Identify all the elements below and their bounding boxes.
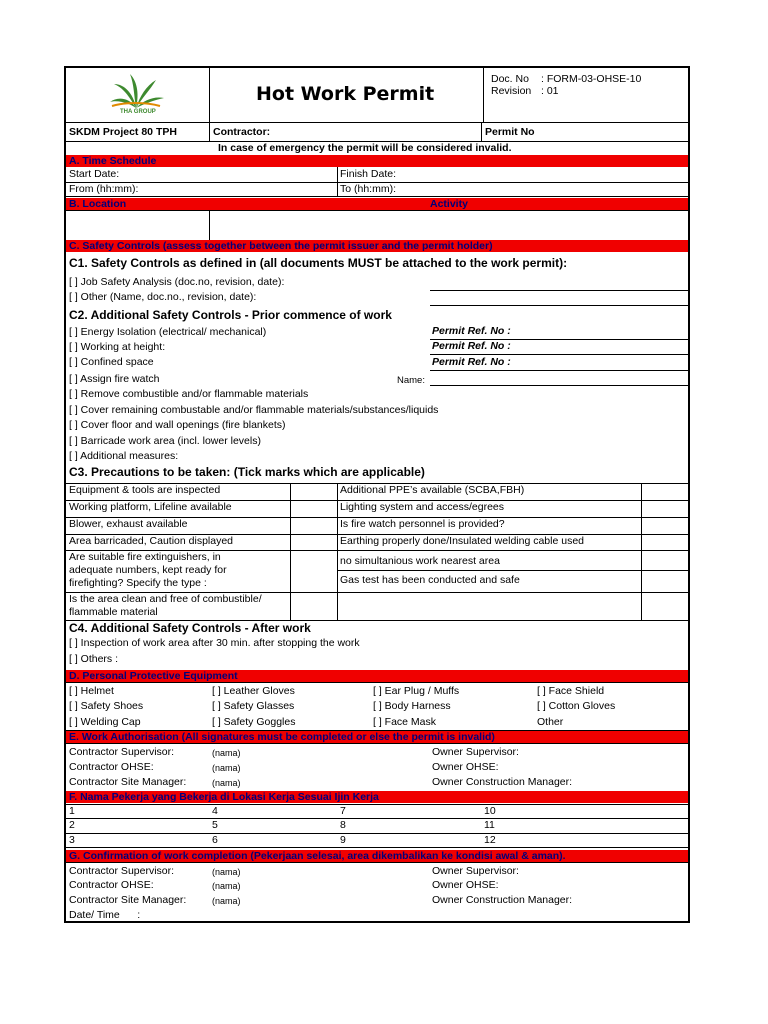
c4-title: C4. Additional Safety Controls - After work (69, 621, 311, 635)
contractor-label: Contractor: (213, 126, 271, 138)
c1-item-jsa: [ ] Job Safety Analysis (doc.no, revision, date): (69, 276, 285, 288)
e-nama-3: (nama) (212, 778, 241, 788)
c2-title: C2. Additional Safety Controls - Prior commence of work (69, 308, 392, 322)
c3-right-ppe: Additional PPE’s available (SCBA,FBH) (340, 484, 525, 496)
c3-right-earthing: Earthing properly done/Insulated welding cable used (340, 535, 584, 547)
section-f-bar (66, 791, 688, 803)
ppe-other: Other (537, 716, 564, 728)
doc-no-value: : FORM-03-OHSE-10 (541, 73, 642, 85)
e-owner-supervisor: Owner Supervisor: (432, 746, 519, 758)
worker-11: 11 (484, 819, 495, 831)
g-owner-supervisor: Owner Supervisor: (432, 865, 519, 877)
c3-left-tools: Equipment & tools are inspected (69, 484, 221, 496)
c3-left-extinguisher-1: Are suitable fire extinguishers, in (69, 551, 221, 563)
c2-item-remove: [ ] Remove combustible and/or flammable materials (69, 388, 309, 400)
c3-right-firewatch: Is fire watch personnel is provided? (340, 518, 505, 530)
g-date-time: Date/ Time : (69, 909, 141, 921)
start-date-label: Start Date: (69, 168, 120, 180)
c2-item-additional: [ ] Additional measures: (69, 450, 179, 462)
section-e-bar (66, 731, 688, 743)
worker-3: 3 (69, 834, 75, 846)
ppe-face-shield: [ ] Face Shield (537, 685, 605, 697)
ppe-welding-cap: [ ] Welding Cap (69, 716, 141, 728)
worker-2: 2 (69, 819, 75, 831)
revision-label: Revision (491, 85, 532, 97)
emergency-note: In case of emergency the permit will be considered invalid. (218, 142, 512, 154)
c2-item-cover: [ ] Cover remaining combustable and/or flammable materials/substances/liquids (69, 404, 439, 416)
c3-right-lighting: Lighting system and access/egrees (340, 501, 505, 513)
from-time-label: From (hh:mm): (69, 183, 139, 195)
section-e-title: E. Work Authorisation (All signatures must be completed or else the permit is invalid) (69, 731, 495, 743)
section-a-title: A. Time Schedule (69, 155, 157, 167)
c2-item-firewatch: [ ] Assign fire watch (69, 373, 160, 385)
c3-left-clean-2: flammable material (69, 606, 158, 618)
c3-left-platform: Working platform, Lifeline available (69, 501, 232, 513)
ppe-leather-gloves: [ ] Leather Gloves (212, 685, 295, 697)
page-title: Hot Work Permit (256, 83, 435, 105)
permit-ref-2: Permit Ref. No : (432, 340, 511, 352)
project-name: SKDM Project 80 TPH (69, 126, 177, 138)
worker-5: 5 (212, 819, 218, 831)
permit-ref-3: Permit Ref. No : (432, 356, 511, 368)
ppe-ear-plug: [ ] Ear Plug / Muffs (373, 685, 460, 697)
worker-10: 10 (484, 805, 496, 817)
section-b-title: B. Location (69, 198, 127, 210)
e-owner-ohse: Owner OHSE: (432, 761, 499, 773)
section-g-title: G. Confirmation of work completion (Pekerjaan selesai, area dikembalikan ke kondisi awal & aman). (69, 850, 566, 862)
c3-right-simultaneous: no simultanious work nearest area (340, 555, 500, 567)
g-nama-1: (nama) (212, 867, 241, 877)
ppe-cotton-gloves: [ ] Cotton Gloves (537, 700, 616, 712)
c3-left-clean-1: Is the area clean and free of combustible/ (69, 593, 262, 605)
g-nama-3: (nama) (212, 896, 241, 906)
ppe-safety-shoes: [ ] Safety Shoes (69, 700, 144, 712)
section-d-title: D. Personal Protective Equipment (69, 670, 238, 682)
c3-left-extinguisher-3: firefighting? Specify the type : (69, 577, 207, 589)
e-contractor-site-manager: Contractor Site Manager: (69, 776, 187, 788)
worker-4: 4 (212, 805, 218, 817)
c1-item-other: [ ] Other (Name, doc.no., revision, date): (69, 291, 257, 303)
ppe-safety-goggles: [ ] Safety Goggles (212, 716, 296, 728)
activity-label: Activity (430, 198, 468, 210)
permit-no-label: Permit No (485, 126, 535, 138)
c1-title: C1. Safety Controls as defined in (all documents MUST be attached to the work permit): (69, 256, 568, 270)
e-contractor-ohse: Contractor OHSE: (69, 761, 154, 773)
revision-value: : 01 (541, 85, 559, 97)
c3-left-barricaded: Area barricaded, Caution displayed (69, 535, 234, 547)
company-logo (106, 72, 166, 118)
section-g-bar (66, 850, 688, 862)
g-contractor-site-manager: Contractor Site Manager: (69, 894, 187, 906)
e-owner-construction-manager: Owner Construction Manager: (432, 776, 573, 788)
g-contractor-ohse: Contractor OHSE: (69, 879, 154, 891)
c3-title: C3. Precautions to be taken: (Tick marks which are applicable) (69, 465, 425, 479)
ppe-body-harness: [ ] Body Harness (373, 700, 451, 712)
worker-9: 9 (340, 834, 346, 846)
permit-ref-1: Permit Ref. No : (432, 325, 511, 337)
hot-work-permit-form (64, 66, 690, 923)
e-nama-1: (nama) (212, 748, 241, 758)
g-contractor-supervisor: Contractor Supervisor: (69, 865, 175, 877)
worker-6: 6 (212, 834, 218, 846)
section-a-bar (66, 155, 688, 167)
section-d-bar (66, 670, 688, 682)
fire-watch-name-label: Name: (397, 375, 425, 386)
g-nama-2: (nama) (212, 881, 241, 891)
ppe-safety-glasses: [ ] Safety Glasses (212, 700, 295, 712)
c2-item-height: [ ] Working at height: (69, 341, 166, 353)
c2-item-openings: [ ] Cover floor and wall openings (fire blankets) (69, 419, 286, 431)
ppe-helmet: [ ] Helmet (69, 685, 114, 697)
c3-left-blower: Blower, exhaust available (69, 518, 188, 530)
section-f-title: F. Nama Pekerja yang Bekerja di Lokasi Kerja Sesuai Ijin Kerja (69, 791, 379, 803)
c2-item-barricade: [ ] Barricade work area (incl. lower levels) (69, 435, 261, 447)
g-owner-construction-manager: Owner Construction Manager: (432, 894, 573, 906)
worker-1: 1 (69, 805, 75, 817)
c2-item-confined: [ ] Confined space (69, 356, 154, 368)
ppe-face-mask: [ ] Face Mask (373, 716, 437, 728)
g-owner-ohse: Owner OHSE: (432, 879, 499, 891)
finish-date-label: Finish Date: (340, 168, 397, 180)
section-b-bar (66, 198, 688, 210)
c2-item-energy: [ ] Energy Isolation (electrical/ mechanical) (69, 326, 267, 338)
c4-item-inspection: [ ] Inspection of work area after 30 min. after stopping the work (69, 637, 360, 649)
e-nama-2: (nama) (212, 763, 241, 773)
worker-12: 12 (484, 834, 496, 846)
e-contractor-supervisor: Contractor Supervisor: (69, 746, 175, 758)
c4-item-others: [ ] Others : (69, 653, 119, 665)
section-c-title: C. Safety Controls (assess together between the permit issuer and the permit holder) (69, 240, 493, 252)
c3-left-extinguisher-2: adequate numbers, kept ready for (69, 564, 227, 576)
to-time-label: To (hh:mm): (340, 183, 397, 195)
doc-no-label: Doc. No (491, 73, 529, 85)
logo-text: THA GROUP (120, 109, 156, 115)
section-c-bar (66, 240, 688, 252)
worker-8: 8 (340, 819, 346, 831)
worker-7: 7 (340, 805, 346, 817)
c3-right-gastest: Gas test has been conducted and safe (340, 574, 520, 586)
